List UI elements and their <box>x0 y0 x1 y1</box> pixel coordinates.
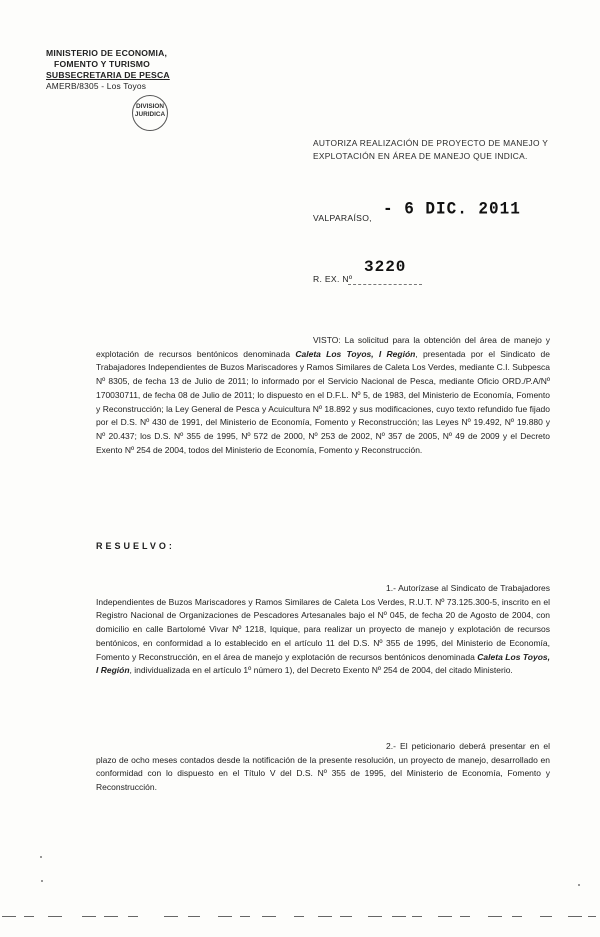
scan-edge-dashes <box>0 916 600 918</box>
visto-paragraph <box>96 334 550 457</box>
article-1-area-name: Caleta Los Toyos, I Región <box>96 651 550 676</box>
ministry-subtitle: FOMENTO Y TURISMO <box>54 59 151 69</box>
article-1-text-1: Autorízase al Sindicato de Trabajadores Independientes de Buzos Mariscadores y Ramos Similares de Caleta Los Verdes, R.U.T. Nº 73.125.300-5, inscrito en el Registro Nacional de Organizaciones de Pescadores Artesanales bajo el Nº 045, de fecha 20 de Agosto de 2004, con domicilio en calle Bartolomé Vivar Nº 1218, Iquique, para realizar un proyecto de manejo y explotación de recursos bentónicos, en conformidad a lo establecido en el artículo 11 del D.S. Nº 355 de 1995, del Ministerio de Economía, Fomento y Reconstrucción, en el área de manejo y explotación de recursos bentónicos denominada <box>96 583 550 662</box>
resuelvo-heading: RESUELVO: <box>96 541 175 551</box>
scan-speck <box>41 880 43 882</box>
visto-text-1: La solicitud para la obtención del área de manejo y explotación de recursos bentónicos denominada <box>96 335 550 359</box>
place-label: VALPARAÍSO, <box>313 213 372 223</box>
article-1-paragraph <box>96 582 550 678</box>
document-subject: AUTORIZA REALIZACIÓN DE PROYECTO DE MANEJO Y EXPLOTACIÓN EN ÁREA DE MANEJO QUE INDICA. <box>313 138 549 161</box>
reference-code: AMERB/8305 - Los Toyos <box>46 81 147 91</box>
scan-speck <box>40 856 42 858</box>
subsecretaria-name: SUBSECRETARIA DE PESCA <box>46 70 170 80</box>
resolution-number-line <box>348 284 422 285</box>
ministry-name: MINISTERIO DE ECONOMIA, <box>46 48 168 58</box>
stamp-line-1: DIVISION <box>135 103 165 110</box>
resolution-number: 3220 <box>364 258 407 276</box>
article-2-paragraph <box>96 740 550 795</box>
article-1-text-2: , individualizada en el artículo 1º número 1), del Decreto Exento Nº 254 de 2004, del citado Ministerio. <box>129 665 513 676</box>
article-1-number: 1.- <box>386 583 396 593</box>
stamp-line-2: JURIDICA <box>134 111 166 118</box>
resolution-label: R. EX. Nº <box>313 274 353 284</box>
visto-label: VISTO: <box>313 335 341 345</box>
scan-speck <box>578 884 580 886</box>
visto-text-2: , presentada por el Sindicato de Trabajadores Independientes de Buzos Mariscadores y Ramos Similares de Caleta Los Verdes, mediante C.I. Subpesca Nº 8305, de fecha 13 de Julio de 2011; lo informado por el Servicio Nacional de Pesca, mediante Oficio ORD./P.A/Nº 170030711, de fecha 08 de Julio de 2011; lo dispuesto en el D.F.L. Nº 5, de 1983, del Ministerio de Economía, Fomento y Reconstrucción; la Ley General de Pesca y Acuicultura Nº 18.892 y sus modificaciones, cuyo texto refundido fue fijado por el D.S. Nº 430 de 1991, del Ministerio de Economía, Fomento y Reconstrucción; las Leyes Nº 19.492, Nº 19.880 y Nº 20.437; los D.S. Nº 355 de 1995, Nº 572 de 2000, Nº 253 de 2002, Nº 357 de 2005, Nº 49 de 2009 y el Decreto Exento Nº 254 de 2004, todos del Ministerio de Economía, Fomento y Reconstrucción. <box>96 348 550 455</box>
visto-area-name: Caleta Los Toyos, I Región <box>295 348 416 359</box>
date-stamp: - 6 DIC. 2011 <box>383 199 521 219</box>
article-2-text: El peticionario deberá presentar en el plazo de ocho meses contados desde la notificación de la presente resolución, un proyecto de manejo, desarrollado en conformidad con lo dispuesto en el Título V del D.S. Nº 355 de 1995, del Ministerio de Economía, Fomento y Reconstrucción. <box>96 741 550 793</box>
article-2-number: 2.- <box>386 741 396 751</box>
letterhead <box>46 48 216 118</box>
division-stamp <box>132 95 168 131</box>
